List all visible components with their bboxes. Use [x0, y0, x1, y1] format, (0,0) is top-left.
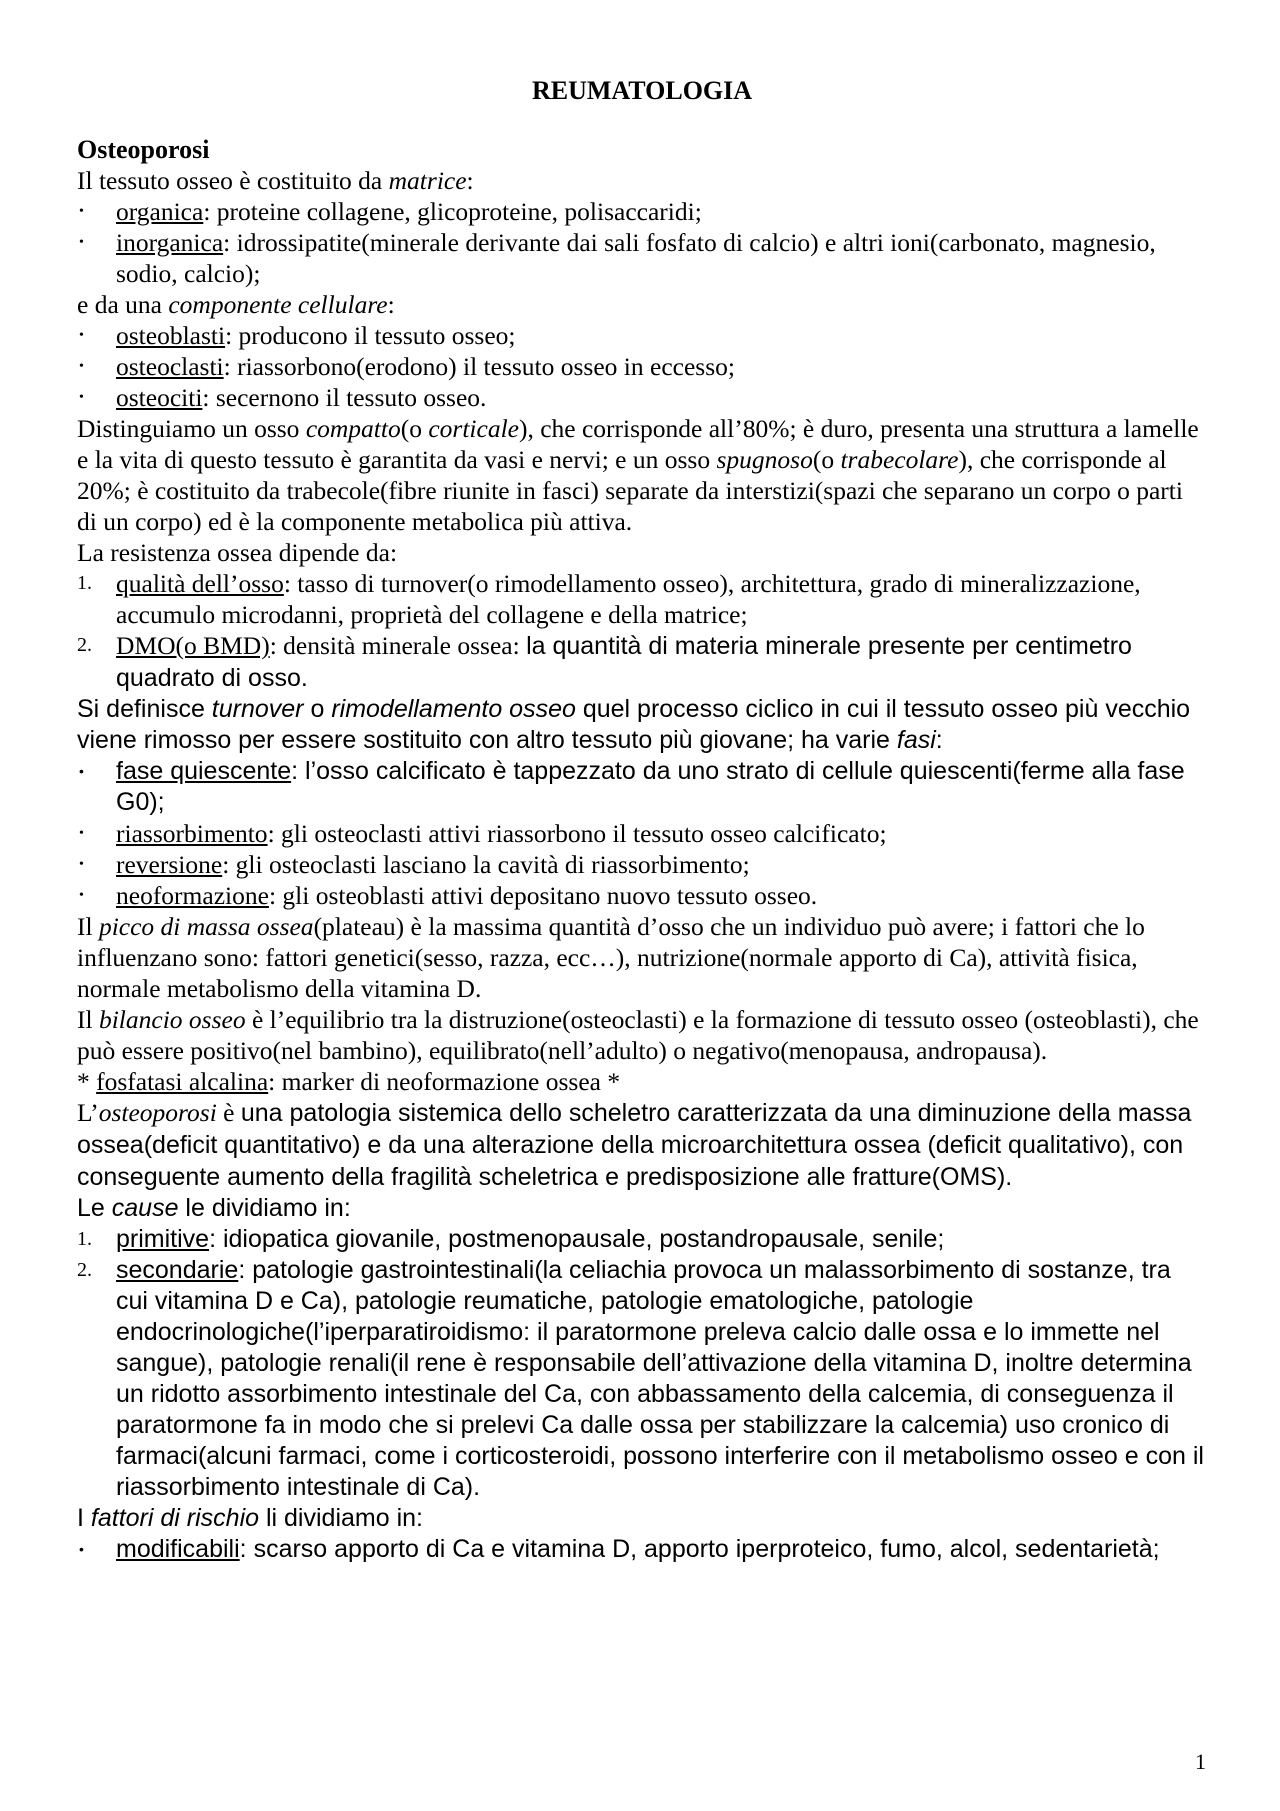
- text: :: [935, 726, 943, 754]
- document-page: [77, 76, 1207, 1565]
- item-text: : gli osteoblasti attivi depositano nuovo tessuto osseo.: [268, 881, 818, 910]
- list-item: [77, 756, 1207, 818]
- item-text: : gli osteoclasti attivi riassorbono il tessuto osseo calcificato;: [267, 819, 887, 848]
- item-text: : idrossipatite(minerale derivante dai sali fosfato di calcio) e altri ioni(carbonato, magnesio, sodio, calcio);: [116, 228, 1156, 288]
- text: è l’equilibrio tra la distruzione(osteoclasti) e la formazione di tessuto osseo (osteoblasti), che può essere positivo(nel bambino), equilibrato(nell’adulto) o negativo(menopausa, andropausa).: [77, 1005, 1199, 1065]
- text: o: [303, 695, 332, 723]
- cell-intro-line: [77, 289, 1207, 320]
- item-text: : patologie gastrointestinali(la celiachia provoca un malassorbimento di sostanze, tra cui vitamina D e Ca), patologie reumatiche, patologie ematologiche, patologie endocrinologiche(l’iperparatiroidismo: il paratormone preleva calcio dalle ossa e lo immette nel sangue), patologie renali(il rene è responsabile dell’attivazione della vitamina D, inoltre determina un ridotto assorbimento intestinale del Ca, con abbassamento della calcemia, di conseguenza il paratormone fa in modo che si prelevi Ca dalle ossa per stabilizzare la calcemia) uso cronico di farmaci(alcuni farmaci, come i corticosteroidi, possono interferire con il metabolismo osseo e con il riassorbimento intestinale di Ca).: [116, 1256, 1204, 1501]
- bullet-icon: •: [79, 888, 84, 903]
- italic-term: spugnoso: [716, 445, 813, 474]
- italic-term: corticale: [428, 414, 519, 443]
- text: (plateau) è la massima quantità d’osso che un individuo può avere; i fattori che lo influenzano sono: fattori genetici(sesso, razza, ecc…), nutrizione(normale apporto di Ca), attività fisica, normale metabolismo della vitamina D.: [77, 912, 1145, 1003]
- underlined-term: reversione: [116, 850, 223, 879]
- text: Le: [77, 1194, 112, 1222]
- bullet-icon: •: [79, 763, 84, 779]
- item-text: : gli osteoclasti lasciano la cavità di riassorbimento;: [222, 850, 750, 879]
- cause-list: [77, 1224, 1207, 1503]
- text: una patologia sistemica dello scheletro caratterizzata da una diminuzione della massa ossea(deficit quantitativo) e da una alterazione della microarchitettura ossea (deficit qualitativo), con conseguente aumento della fragilità scheletrica e predisposizione alle fratture(OMS).: [77, 1099, 1192, 1191]
- bullet-icon: •: [79, 328, 84, 343]
- list-number: 2.: [77, 634, 92, 656]
- list-item: [77, 1255, 1207, 1503]
- text: e da una: [77, 290, 169, 319]
- rischio-intro: [77, 1503, 1207, 1534]
- text: Distinguiamo un osso: [77, 414, 306, 443]
- osso-paragraph: [77, 413, 1207, 537]
- list-item: [77, 227, 1207, 289]
- underlined-term: secondarie: [116, 1256, 239, 1284]
- list-number: 2.: [77, 1259, 92, 1281]
- underlined-term: primitive: [116, 1225, 210, 1253]
- item-text: : densità minerale ossea:: [269, 631, 527, 660]
- rischio-list: [77, 1534, 1207, 1565]
- marker-note: [77, 1066, 1207, 1097]
- italic-term: osteoporosi: [98, 1098, 217, 1127]
- italic-term: bilancio osseo: [98, 1005, 246, 1034]
- matrice-list: [77, 196, 1207, 289]
- text: Il: [77, 912, 99, 941]
- item-text: : scarso apporto di Ca e vitamina D, apporto iperproteico, fumo, alcol, sedentarietà;: [239, 1535, 1160, 1563]
- list-item: [77, 849, 1207, 880]
- item-text: : l’osso calcificato è tappezzato da uno strato di cellule quiescenti(ferme alla fase G0);: [116, 757, 1185, 816]
- text: Si definisce: [77, 695, 212, 723]
- underlined-term: DMO(o BMD): [116, 631, 270, 660]
- item-text: : tasso di turnover(o rimodellamento osseo), architettura, grado di mineralizzazione, accumulo microdanni, proprietà del collagene e della matrice;: [116, 569, 1141, 629]
- list-item: [77, 818, 1207, 849]
- underlined-term: osteoclasti: [116, 352, 224, 381]
- text: ), che corrisponde all’80%; è duro, presenta una struttura a lamelle e la vita di questo tessuto è garantita da vasi e nervi; e un osso: [77, 414, 1199, 474]
- underlined-term: inorganica: [116, 228, 224, 257]
- bilancio-paragraph: [77, 1004, 1207, 1066]
- underlined-term: osteoblasti: [116, 321, 226, 350]
- item-text: la quantità di materia minerale presente per centimetro quadrato di osso.: [116, 632, 1132, 692]
- underlined-term: fosfatasi alcalina: [96, 1067, 269, 1096]
- italic-term: compatto: [305, 414, 401, 443]
- text: quel processo ciclico in cui il tessuto osseo più vecchio viene rimosso per essere sostituito con altro tessuto più giovane; ha varie: [77, 695, 1191, 754]
- text: :: [466, 166, 474, 195]
- document-title: REUMATOLOGIA: [531, 76, 753, 105]
- text: L’: [77, 1098, 99, 1127]
- italic-term: fattori di rischio: [90, 1504, 260, 1532]
- section-heading: Osteoporosi: [77, 135, 210, 164]
- list-item: [77, 630, 1207, 694]
- page-number: 1: [1195, 1749, 1206, 1774]
- italic-term: picco di massa ossea: [98, 912, 314, 941]
- italic-term: fasi: [896, 726, 936, 754]
- cellule-list: [77, 320, 1207, 413]
- text: Il: [77, 1005, 99, 1034]
- item-text: : idiopatica giovanile, postmenopausale, postandropausale, senile;: [209, 1225, 945, 1253]
- italic-term: componente cellulare: [168, 290, 388, 319]
- item-text: : riassorbono(erodono) il tessuto osseo in eccesso;: [223, 352, 735, 381]
- text: le dividiamo in:: [178, 1194, 351, 1222]
- italic-term: trabecolare: [840, 445, 959, 474]
- bullet-icon: •: [79, 826, 84, 841]
- list-number: 1.: [77, 1228, 92, 1250]
- underlined-term: osteociti: [116, 383, 203, 412]
- underlined-term: neoformazione: [116, 881, 269, 910]
- intro-line: [77, 165, 1207, 196]
- underlined-term: organica: [116, 197, 204, 226]
- resistenza-intro: La resistenza ossea dipende da:: [77, 538, 398, 567]
- fasi-list: [77, 756, 1207, 911]
- text: I: [77, 1504, 91, 1532]
- italic-term: turnover: [211, 695, 304, 723]
- text: :: [387, 290, 395, 319]
- resistenza-list: [77, 568, 1207, 694]
- text: è: [216, 1098, 241, 1127]
- cause-intro: [77, 1193, 1207, 1224]
- text: (o: [400, 414, 429, 443]
- osteoporosi-paragraph: [77, 1097, 1207, 1193]
- underlined-term: fase quiescente: [116, 757, 292, 785]
- bullet-icon: •: [79, 390, 84, 405]
- bullet-icon: •: [79, 1541, 84, 1557]
- item-text: : secernono il tessuto osseo.: [202, 383, 487, 412]
- list-item: [77, 1534, 1207, 1565]
- text: Il tessuto osseo è costituito da: [77, 166, 389, 195]
- text: *: [77, 1067, 97, 1096]
- underlined-term: riassorbimento: [116, 819, 268, 848]
- turnover-paragraph: [77, 694, 1207, 756]
- list-item: [77, 880, 1207, 911]
- bullet-icon: •: [79, 204, 84, 219]
- text: : marker di neoformazione ossea *: [268, 1067, 621, 1096]
- bullet-icon: •: [79, 235, 84, 250]
- underlined-term: qualità dell’osso: [116, 569, 284, 598]
- list-item: [77, 351, 1207, 382]
- list-item: [77, 382, 1207, 413]
- item-text: : proteine collagene, glicoproteine, polisaccaridi;: [203, 197, 702, 226]
- picco-paragraph: [77, 911, 1207, 1004]
- text: (o: [812, 445, 841, 474]
- text: li dividiamo in:: [259, 1504, 423, 1532]
- text: ), che corrisponde al 20%; è costituito da trabecole(fibre riunite in fasci) separate da interstizi(spazi che separano un corpo o parti di un corpo) ed è la componente metabolica più attiva.: [77, 445, 1183, 536]
- underlined-term: modificabili: [116, 1535, 240, 1563]
- italic-term: rimodellamento osseo: [331, 695, 576, 723]
- list-item: [77, 568, 1207, 630]
- list-item: [77, 1224, 1207, 1255]
- list-number: 1.: [77, 572, 92, 594]
- item-text: : producono il tessuto osseo;: [225, 321, 516, 350]
- bullet-icon: •: [79, 857, 84, 872]
- list-item: [77, 320, 1207, 351]
- italic-term: matrice: [388, 166, 467, 195]
- italic-term: cause: [111, 1194, 179, 1222]
- list-item: [77, 196, 1207, 227]
- bullet-icon: •: [79, 359, 84, 374]
